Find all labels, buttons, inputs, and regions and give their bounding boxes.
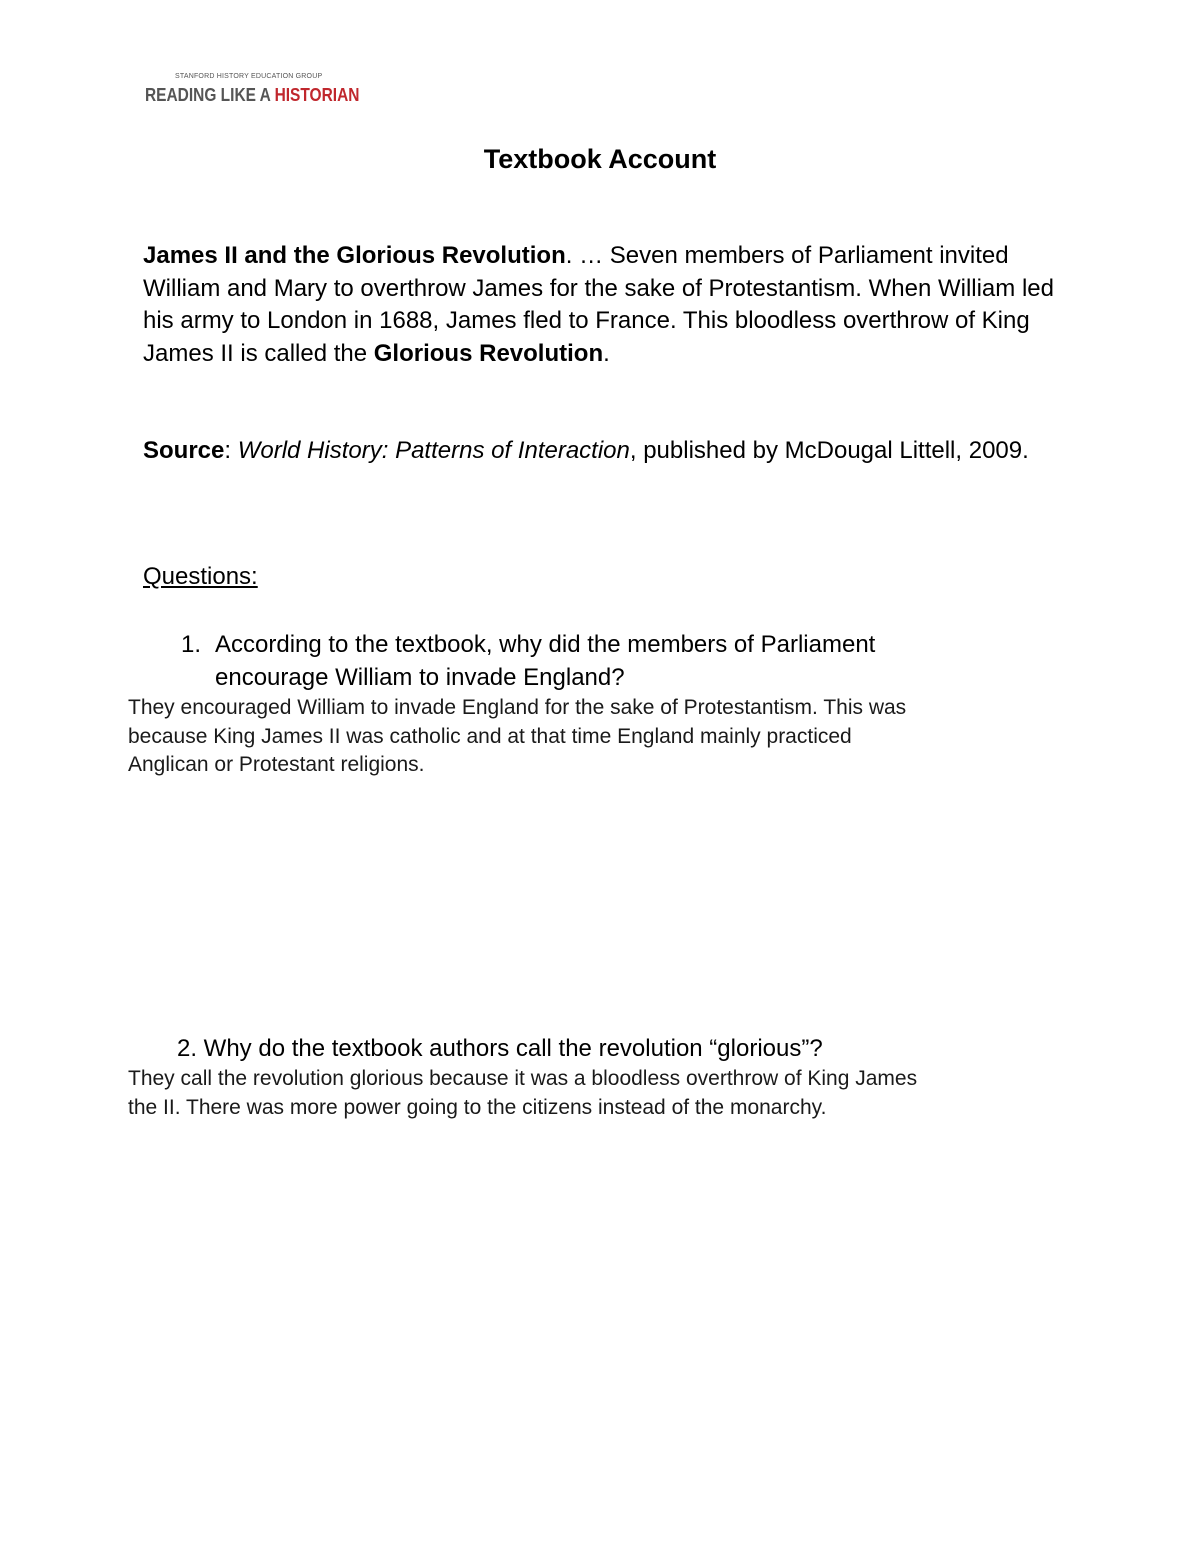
excerpt-body: . … Seven members of Parliament invited William and Mary to overthrow James for the sake of Protestantism. When William led his army to London in 1688, James fled to France. This bloodless overthrow of King James II is called the [143, 242, 1054, 367]
excerpt-heading: James II and the Glorious Revolution [143, 242, 566, 269]
source-citation [143, 435, 1063, 468]
answer-1: They encouraged William to invade England for the sake of Protestantism. This was because King James II was catholic and at that time England mainly practiced Anglican or Protestant religions. [128, 696, 907, 776]
logo-text-gray: READING LIKE A [145, 85, 275, 105]
question-1-number: 1. [181, 631, 202, 658]
reading-like-a-historian-logo [145, 73, 360, 113]
textbook-excerpt [143, 240, 1063, 370]
logo-wordmark [145, 85, 359, 106]
excerpt-term: Glorious Revolution [373, 339, 604, 367]
source-publisher: , published by McDougal Littell, 2009. [629, 437, 1029, 464]
question-2: 2. Why do the textbook authors call the revolution “glorious”? [177, 1035, 823, 1062]
page-title: Textbook Account [483, 144, 717, 174]
question-1-line-2: encourage William to invade England? [215, 663, 625, 691]
questions-heading: Questions: [143, 563, 258, 590]
question-1 [181, 629, 1001, 694]
source-label: Source [143, 437, 225, 464]
question-1-line-1: According to the textbook, why did the members of Parliament [215, 631, 876, 658]
answer-2: They call the revolution glorious because it was a bloodless overthrow of King James the II. There was more power going to the citizens instead of the monarchy. [128, 1067, 918, 1119]
logo-text-red: HISTORIAN [274, 85, 360, 105]
logo-org-name: STANFORD HISTORY EDUCATION GROUP [175, 73, 323, 80]
source-colon: : [224, 437, 238, 464]
source-book-title: World History: Patterns of Interaction [237, 437, 630, 464]
excerpt-end: . [603, 339, 610, 367]
